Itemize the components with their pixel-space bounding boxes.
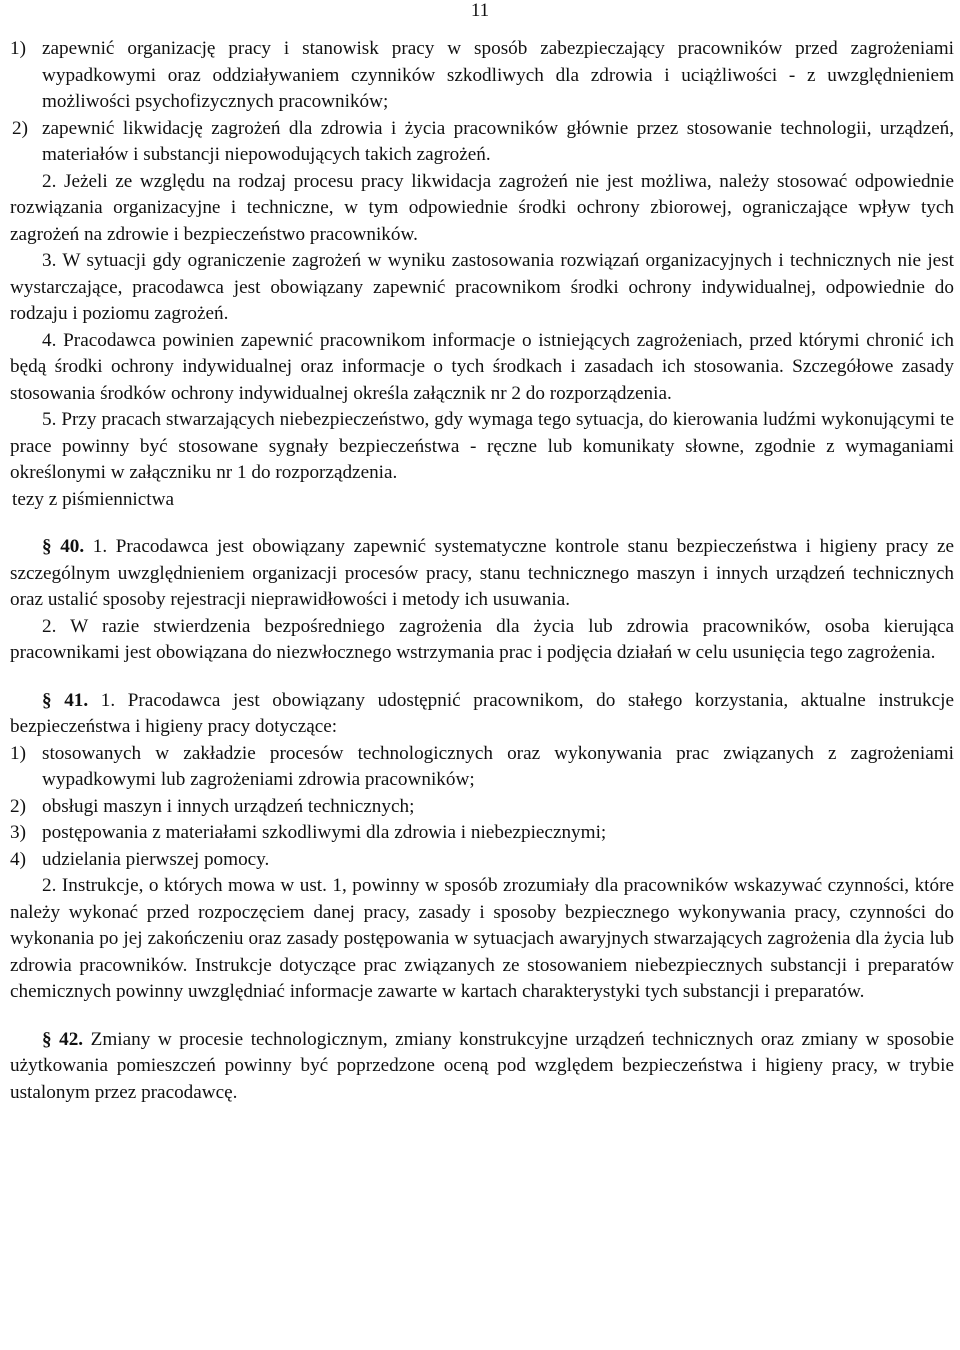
section-42 [10, 1027, 954, 1107]
paragraph: Zmiany w procesie technologicznym, zmiany konstrukcyjne urządzeń technicznych oraz zmiany w sposobie użytkowania pomieszczeń powinny być poprzedzone oceną pod względem bezpieczeństwa i higieny pracy, w trybie ustalonym przez pracodawcę. [10, 1028, 954, 1103]
paragraph: 5. Przy pracach stwarzających niebezpieczeństwo, gdy wymaga tego sytuacja, do kierowania ludźmi wykonującymi te prace powinny być stosowane sygnały bezpieczeństwa - ręczne lub komunikaty słowne, zgodnie z wymaganiami określonymi w załączniku nr 1 do rozporządzenia. [10, 409, 954, 483]
paragraph: 4. Pracodawca powinien zapewnić pracownikom informacje o istniejących zagrożeniach, przed którymi chronić ich będą środki ochrony indywidualnej oraz informacje o tych środkach i zasadach ich stosowania. Szczegółowe zasady stosowania środków ochrony indywidualnej określa załącznik nr 2 do rozporządzenia. [10, 329, 954, 404]
list-item-number: 2) [12, 117, 28, 139]
paragraph: 3. W sytuacji gdy ograniczenie zagrożeń w wyniku zastosowania rozwiązań organizacyjnych i technicznych nie jest wystarczające, pracodawca jest obowiązany zapewnić pracownikom środki ochrony indywidualnej, odpowiednie do rodzaju i poziomu zagrożeń. [10, 250, 954, 324]
list-item-text: obsługi maszyn i innych urządzeń technicznych; [42, 795, 415, 817]
section-40 [10, 534, 954, 614]
section-label: § 40. [42, 536, 85, 557]
list-item-number: 1) [10, 742, 26, 764]
paragraph: 2. W razie stwierdzenia bezpośredniego zagrożenia dla życia lub zdrowia pracowników, osoba kierująca pracownikami jest obowiązana do niezwłocznego wstrzymania prac i podjęcia działań w celu usunięcia tego zagrożenia. [10, 615, 954, 663]
document-body [10, 36, 954, 1106]
list-item-text: stosowanych w zakładzie procesów technologicznych oraz wykonywania prac związanych z zagrożeniami wypadkowymi lub zagrożeniami zdrowia pracowników; [42, 742, 954, 790]
list-item-text: udzielania pierwszej pomocy. [42, 848, 270, 870]
section-41 [10, 688, 954, 741]
paragraph: 1. Pracodawca jest obowiązany udostępnić pracownikom, do stałego korzystania, aktualne instrukcje bezpieczeństwa i higieny pracy dotyczące: [10, 689, 954, 737]
section-label: § 42. [42, 1028, 84, 1050]
paragraph: 1. Pracodawca jest obowiązany zapewnić systematyczne kontrole stanu bezpieczeństwa i higieny pracy ze szczególnym uwzględnieniem organizacji procesów pracy, stanu technicznego maszyn i innych urządzeń technicznych oraz ustalić sposoby rejestracji nieprawidłowości i metody ich usuwania. [10, 536, 954, 610]
list-item-number: 4) [10, 848, 26, 870]
list-item [10, 820, 954, 847]
list-item [10, 116, 954, 169]
list-item-text: postępowania z materiałami szkodliwymi dla zdrowia i niebezpiecznymi; [42, 822, 607, 843]
list-item-number: 3) [10, 822, 26, 843]
list-item-text: zapewnić likwidację zagrożeń dla zdrowia i życia pracowników głównie przez stosowanie technologii, urządzeń, materiałów i substancji niepowodujących takich zagrożeń. [42, 117, 954, 165]
section-label: § 41. [42, 689, 89, 711]
paragraph: 2. Jeżeli ze względu na rodzaj procesu pracy likwidacja zagrożeń nie jest możliwa, należy stosować odpowiednie rozwiązania organizacyjne i techniczne, w tym odpowiednie środki ochrony zbiorowej, ograniczające wpływ tych zagrożeń na zdrowie i bezpieczeństwo pracowników. [10, 170, 954, 245]
paragraph: 2. Instrukcje, o których mowa w ust. 1, powinny w sposób zrozumiały dla pracowników wskazywać czynności, które należy wykonać przed rozpoczęciem danej pracy, zasady i sposoby bezpiecznego wykonywania pracy, czynności do wykonania po jej zakończeniu oraz zasady postępowania w sytuacjach awaryjnych stwarzających zagrożenia dla życia lub zdrowia pracowników. Instrukcje dotyczące prac związanych ze stosowaniem niebezpiecznych substancji i preparatów chemicznych powinny uwzględniać informacje zawarte w kartach charakterystyki tych substancji i preparatów. [10, 875, 954, 1002]
tezy-link[interactable]: tezy z piśmiennictwa [12, 488, 174, 510]
list-item [10, 847, 954, 874]
list-item [10, 36, 954, 116]
list-item-number: 2) [10, 795, 26, 817]
list-item [10, 794, 954, 821]
page-number: 11 [470, 0, 490, 21]
list-item [10, 741, 954, 794]
list-item-text: zapewnić organizację pracy i stanowisk pracy w sposób zabezpieczający pracowników przed zagrożeniami wypadkowymi oraz oddziaływaniem czynników szkodliwych dla zdrowia i uciążliwości - z uwzględnieniem możliwości psychofizycznych pracowników; [42, 38, 954, 112]
list-item-number: 1) [10, 38, 26, 59]
